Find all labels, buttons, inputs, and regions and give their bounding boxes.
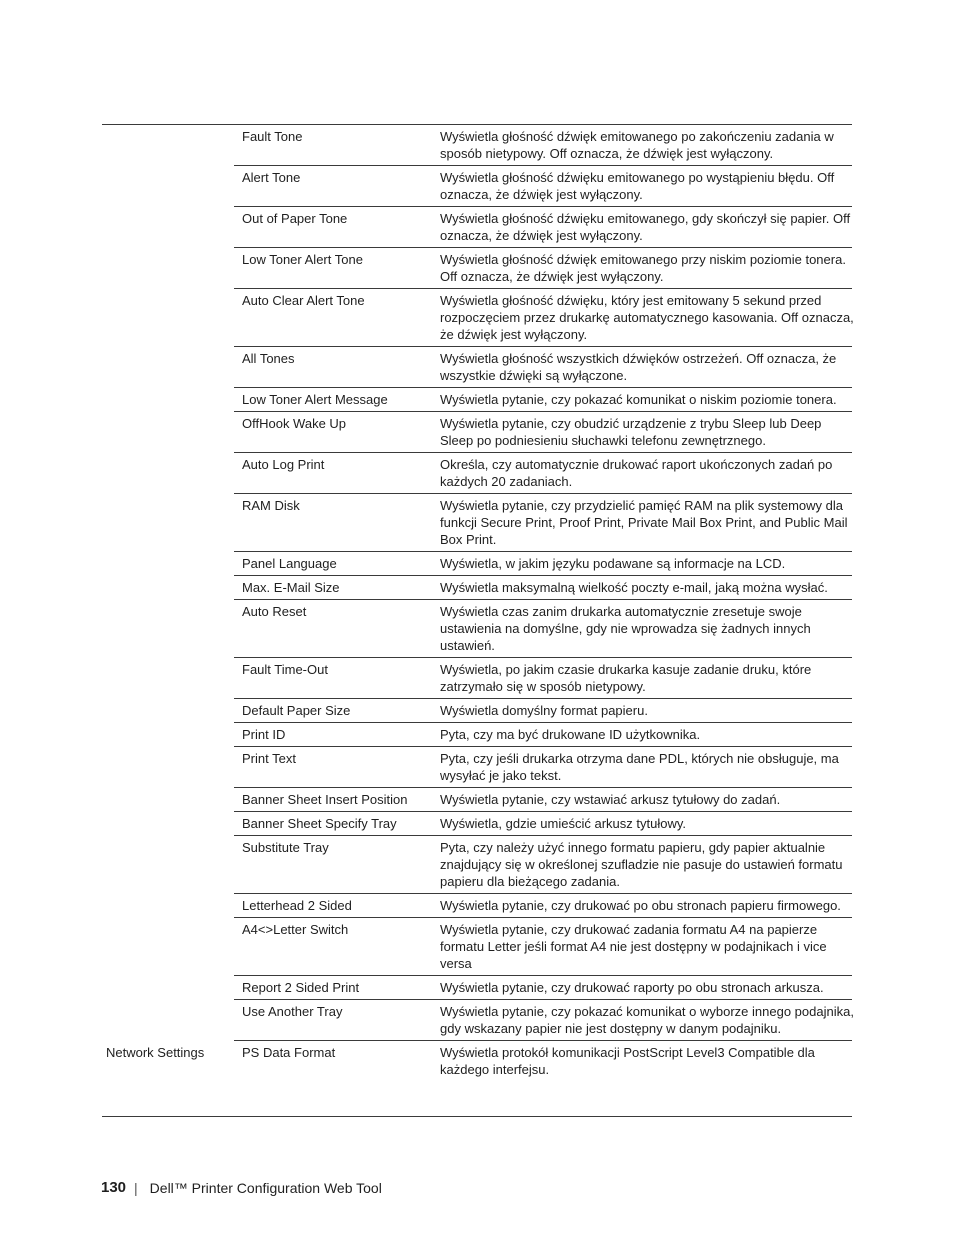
setting-description: Wyświetla pytanie, czy przydzielić pamięć RAM na plik systemowy dla funkcji Secure Print, Proof Print, Private Mail Box Print, and Public Mail Box Print.	[440, 498, 848, 547]
category-cell	[0, 453, 238, 494]
table-row	[0, 494, 954, 552]
table-row	[0, 812, 954, 836]
settings-table	[0, 125, 954, 1082]
setting-description: Wyświetla pytanie, czy pokazać komunikat o niskim poziomie tonera.	[440, 392, 837, 407]
setting-name: Use Another Tray	[242, 1004, 343, 1019]
setting-name: Max. E-Mail Size	[242, 580, 340, 595]
setting-name: All Tones	[242, 351, 295, 366]
table-row	[0, 658, 954, 699]
category-cell	[0, 248, 238, 289]
setting-name: Fault Tone	[242, 129, 303, 144]
setting-description: Wyświetla głośność dźwięku emitowanego, gdy skończył się papier. Off oznacza, że dźwięk jest wyłączony.	[440, 211, 851, 243]
table-row	[0, 788, 954, 812]
table-row	[0, 894, 954, 918]
setting-name: Panel Language	[242, 556, 337, 571]
category-cell	[0, 788, 238, 812]
table-row	[0, 289, 954, 347]
table-row	[0, 347, 954, 388]
setting-description: Pyta, czy ma być drukowane ID użytkownika.	[440, 727, 701, 742]
setting-name: Default Paper Size	[242, 703, 351, 718]
setting-name: RAM Disk	[242, 498, 300, 513]
setting-name: PS Data Format	[242, 1045, 336, 1060]
category-cell	[0, 207, 238, 248]
table-row	[0, 576, 954, 600]
category-cell	[0, 658, 238, 699]
setting-description: Wyświetla pytanie, czy pokazać komunikat o wyborze innego podajnika, gdy wskazany papier nie jest dostępny w danym podajniku.	[440, 1004, 854, 1036]
category-cell	[0, 976, 238, 1000]
table-row	[0, 248, 954, 289]
category-cell	[0, 166, 238, 207]
table-row	[0, 412, 954, 453]
category-cell	[0, 894, 238, 918]
setting-description: Wyświetla pytanie, czy wstawiać arkusz tytułowy do zadań.	[440, 792, 781, 807]
setting-description: Wyświetla głośność dźwięk emitowanego po zakończeniu zadania w sposób nietypowy. Off oznacza, że dźwięk jest wyłączony.	[440, 129, 834, 161]
table-row	[0, 723, 954, 747]
category-cell	[0, 1000, 238, 1041]
setting-name: Low Toner Alert Message	[242, 392, 388, 407]
setting-description: Wyświetla pytanie, czy drukować raporty po obu stronach arkusza.	[440, 980, 824, 995]
table-row	[0, 453, 954, 494]
setting-description: Wyświetla głośność dźwięk emitowanego przy niskim poziomie tonera. Off oznacza, że dźwięk jest wyłączony.	[440, 252, 846, 284]
page-number: 130	[101, 1179, 127, 1196]
category-cell	[0, 125, 238, 166]
category-cell	[0, 812, 238, 836]
table-row	[0, 125, 954, 166]
setting-description: Wyświetla głośność dźwięku emitowanego po wystąpieniu błędu. Off oznacza, że dźwięk jest wyłączony.	[440, 170, 835, 202]
category-cell: Network Settings	[106, 1045, 205, 1060]
setting-name: Low Toner Alert Tone	[242, 252, 363, 267]
table-row	[0, 836, 954, 894]
category-cell	[0, 388, 238, 412]
setting-description: Określa, czy automatycznie drukować raport ukończonych zadań po każdych 20 zadaniach.	[440, 457, 833, 489]
category-cell	[0, 289, 238, 347]
table-row	[0, 166, 954, 207]
table-bottom-rule	[102, 1116, 852, 1117]
category-cell	[0, 552, 238, 576]
setting-description: Wyświetla głośność wszystkich dźwięków ostrzeżeń. Off oznacza, że wszystkie dźwięki są wyłączone.	[440, 351, 837, 383]
setting-description: Wyświetla domyślny format papieru.	[440, 703, 648, 718]
setting-name: Print Text	[242, 751, 296, 766]
table-row	[0, 552, 954, 576]
setting-name: Letterhead 2 Sided	[242, 898, 352, 913]
category-cell	[0, 918, 238, 976]
setting-name: Substitute Tray	[242, 840, 329, 855]
footer-title: Dell™ Printer Configuration Web Tool	[149, 1180, 382, 1196]
category-cell	[0, 576, 238, 600]
setting-name: Banner Sheet Specify Tray	[242, 816, 397, 831]
setting-name: Auto Log Print	[242, 457, 325, 472]
setting-description: Wyświetla protokół komunikacji PostScript Level3 Compatible dla każdego interfejsu.	[440, 1045, 815, 1077]
table-row	[0, 747, 954, 788]
setting-description: Pyta, czy jeśli drukarka otrzyma dane PDL, których nie obsługuje, ma wysyłać je jako tekst.	[440, 751, 839, 783]
table-row	[0, 600, 954, 658]
setting-description: Pyta, czy należy użyć innego formatu papieru, gdy papier aktualnie znajdujący się w określonej szufladzie nie pasuje do ustawień formatu papieru dla bieżącego zadania.	[440, 840, 843, 889]
setting-description: Wyświetla, po jakim czasie drukarka kasuje zadanie druku, które zatrzymało się w sposób nietypowy.	[440, 662, 812, 694]
table-row	[0, 207, 954, 248]
category-cell	[0, 347, 238, 388]
setting-name: OffHook Wake Up	[242, 416, 347, 431]
category-cell	[0, 699, 238, 723]
setting-name: Report 2 Sided Print	[242, 980, 360, 995]
table-row	[0, 976, 954, 1000]
setting-name: Alert Tone	[242, 170, 301, 185]
category-cell	[0, 600, 238, 658]
setting-description: Wyświetla pytanie, czy drukować zadania formatu A4 na papierze formatu Letter jeśli format A4 nie jest dostępny w podajnikach i vice versa	[440, 922, 827, 971]
setting-description: Wyświetla pytanie, czy drukować po obu stronach papieru firmowego.	[440, 898, 841, 913]
setting-description: Wyświetla, gdzie umieścić arkusz tytułowy.	[440, 816, 686, 831]
table-row	[0, 699, 954, 723]
footer-separator: |	[134, 1180, 138, 1196]
table-row	[0, 388, 954, 412]
setting-description: Wyświetla czas zanim drukarka automatycznie zresetuje swoje ustawienia na domyślne, gdy nie wprowadza się żadnych innych ustawień.	[440, 604, 811, 653]
setting-description: Wyświetla, w jakim języku podawane są informacje na LCD.	[440, 556, 786, 571]
setting-name: Print ID	[242, 727, 286, 742]
page-footer	[101, 1178, 382, 1198]
category-cell	[0, 412, 238, 453]
setting-name: Banner Sheet Insert Position	[242, 792, 408, 807]
category-cell	[0, 747, 238, 788]
category-cell	[0, 723, 238, 747]
table-row	[0, 918, 954, 976]
setting-description: Wyświetla pytanie, czy obudzić urządzenie z trybu Sleep lub Deep Sleep po podniesieniu słuchawki telefonu zewnętrznego.	[440, 416, 822, 448]
setting-description: Wyświetla maksymalną wielkość poczty e-mail, jaką można wysłać.	[440, 580, 828, 595]
setting-name: Auto Clear Alert Tone	[242, 293, 365, 308]
table-row	[0, 1041, 954, 1082]
setting-name: Fault Time-Out	[242, 662, 328, 677]
table-row	[0, 1000, 954, 1041]
setting-name: A4<>Letter Switch	[242, 922, 349, 937]
category-cell	[0, 494, 238, 552]
setting-description: Wyświetla głośność dźwięku, który jest emitowany 5 sekund przed rozpoczęciem przez drukarkę automatycznego kasowania. Off oznacza, że dźwięk jest wyłączony.	[440, 293, 854, 342]
setting-name: Auto Reset	[242, 604, 307, 619]
category-cell	[0, 836, 238, 894]
setting-name: Out of Paper Tone	[242, 211, 348, 226]
